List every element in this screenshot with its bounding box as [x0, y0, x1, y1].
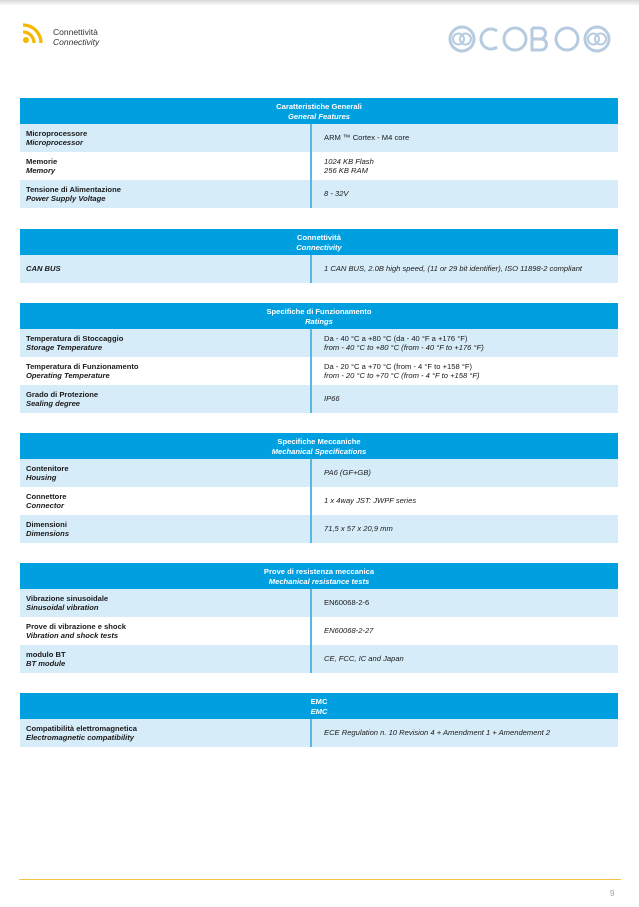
label-it: modulo BT	[26, 649, 66, 659]
value: CE, FCC, IC and Japan	[324, 654, 404, 664]
section-title-it: Connettività	[53, 27, 98, 37]
label-it: Vibrazione sinusoidale	[26, 593, 109, 603]
table-row	[20, 515, 618, 543]
value: IP66	[324, 394, 340, 404]
table-title-en: Mechanical Specifications	[271, 446, 367, 456]
label-it: Temperatura di Stoccaggio	[26, 333, 124, 343]
value-2: 256 KB RAM	[324, 166, 368, 175]
table-header	[20, 433, 618, 459]
table-header	[20, 98, 618, 124]
label-it: Dimensioni	[26, 519, 67, 529]
table-row	[20, 357, 618, 385]
label-en: Operating Temperature	[26, 371, 110, 380]
label-it: Memorie	[26, 156, 58, 166]
table-title-en: Connectivity	[296, 242, 342, 252]
table-title-it: EMC	[310, 697, 328, 706]
table-header	[20, 229, 618, 255]
label-en: Power Supply Voltage	[26, 194, 106, 203]
table-row	[20, 645, 618, 673]
table-title-en: EMC	[310, 706, 328, 716]
table-row	[20, 459, 618, 487]
value: 71,5 x 57 x 20,9 mm	[324, 524, 393, 534]
value: EN60068-2-27	[324, 626, 374, 636]
value: Da - 20 °C a +70 °C (from - 4 °F to +158 °F)	[324, 361, 473, 371]
label-en: Storage Temperature	[26, 343, 103, 352]
general-features-table	[20, 98, 618, 208]
table-header	[20, 303, 618, 329]
mechanical-resistance-table	[20, 563, 618, 673]
table-title-it: Caratteristiche Generali	[276, 102, 362, 111]
label-it: Temperatura di Funzionamento	[26, 361, 139, 371]
label-it: Grado di Protezione	[26, 389, 99, 399]
cobo-logo	[447, 24, 622, 54]
table-row	[20, 124, 618, 152]
value: EN60068-2-6	[324, 598, 370, 608]
label-en: Memory	[26, 166, 56, 175]
page-number: 9	[610, 889, 615, 898]
label-it: Prove di vibrazione e shock	[26, 621, 127, 631]
label-en: Connector	[26, 501, 64, 510]
table-title-it: Specifiche Meccaniche	[277, 437, 361, 446]
table-header	[20, 693, 618, 719]
value: ARM ™ Cortex - M4 core	[324, 133, 410, 143]
value: 8 - 32V	[324, 189, 349, 199]
table-title-en: General Features	[287, 111, 351, 121]
table-row	[20, 152, 618, 180]
value-2: from - 20 °C to +70 °C (from - 4 °F to +158 °F)	[324, 371, 480, 380]
table-row	[20, 487, 618, 515]
label-en: BT module	[26, 659, 66, 668]
label-en: Vibration and shock tests	[26, 631, 119, 640]
ratings-table	[20, 303, 618, 413]
table-row	[20, 180, 618, 208]
label-en: Microprocessor	[26, 138, 83, 147]
section-title-en: Connectivity	[53, 37, 100, 47]
footer-divider	[19, 879, 621, 880]
label-en: Electromagnetic compatibility	[26, 733, 135, 742]
value: ECE Regulation n. 10 Revision 4 + Amendment 1 + Amendement 2	[324, 728, 551, 738]
value: 1024 KB Flash	[324, 156, 374, 166]
emc-table	[20, 693, 618, 747]
table-row	[20, 385, 618, 413]
table-row	[20, 589, 618, 617]
rss-wifi-icon	[22, 22, 44, 44]
table-title-en: Mechanical resistance tests	[268, 576, 370, 586]
table-header	[20, 563, 618, 589]
value: Da - 40 °C a +80 °C (da - 40 °F a +176 °F)	[324, 333, 468, 343]
label-en: Sinusoidal vibration	[26, 603, 99, 612]
label-en: CAN BUS	[26, 264, 61, 274]
label-it: Contenitore	[26, 463, 69, 473]
table-title-it: Specifiche di Funzionamento	[266, 307, 372, 316]
label-it: Microprocessore	[26, 128, 88, 138]
label-it: Tensione di Alimentazione	[26, 184, 121, 194]
table-title-en: Ratings	[305, 316, 333, 326]
table-row	[20, 329, 618, 357]
label-en: Dimensions	[26, 529, 70, 538]
label-en: Sealing degree	[26, 399, 81, 408]
value: PA6 (GF+GB)	[324, 468, 371, 478]
connectivity-table	[20, 229, 618, 283]
table-row	[20, 255, 618, 283]
mechanical-specs-table	[20, 433, 618, 543]
label-it: Compatibilità elettromagnetica	[26, 723, 137, 733]
section-header	[53, 27, 99, 47]
value: 1 CAN BUS, 2.0B high speed, (11 or 29 bit identifier), ISO 11898-2 compliant	[324, 264, 583, 274]
label-it: Connettore	[26, 491, 67, 501]
value-2: from - 40 °C to +80 °C (from - 40 °F to +176 °F)	[324, 343, 484, 352]
value: 1 x 4way JST: JWPF series	[324, 496, 417, 506]
table-title-it: Prove di resistenza meccanica	[263, 567, 375, 576]
table-title-it: Connettività	[297, 233, 341, 242]
table-row	[20, 617, 618, 645]
table-row	[20, 719, 618, 747]
top-shadow	[0, 0, 639, 6]
label-en: Housing	[26, 473, 57, 482]
